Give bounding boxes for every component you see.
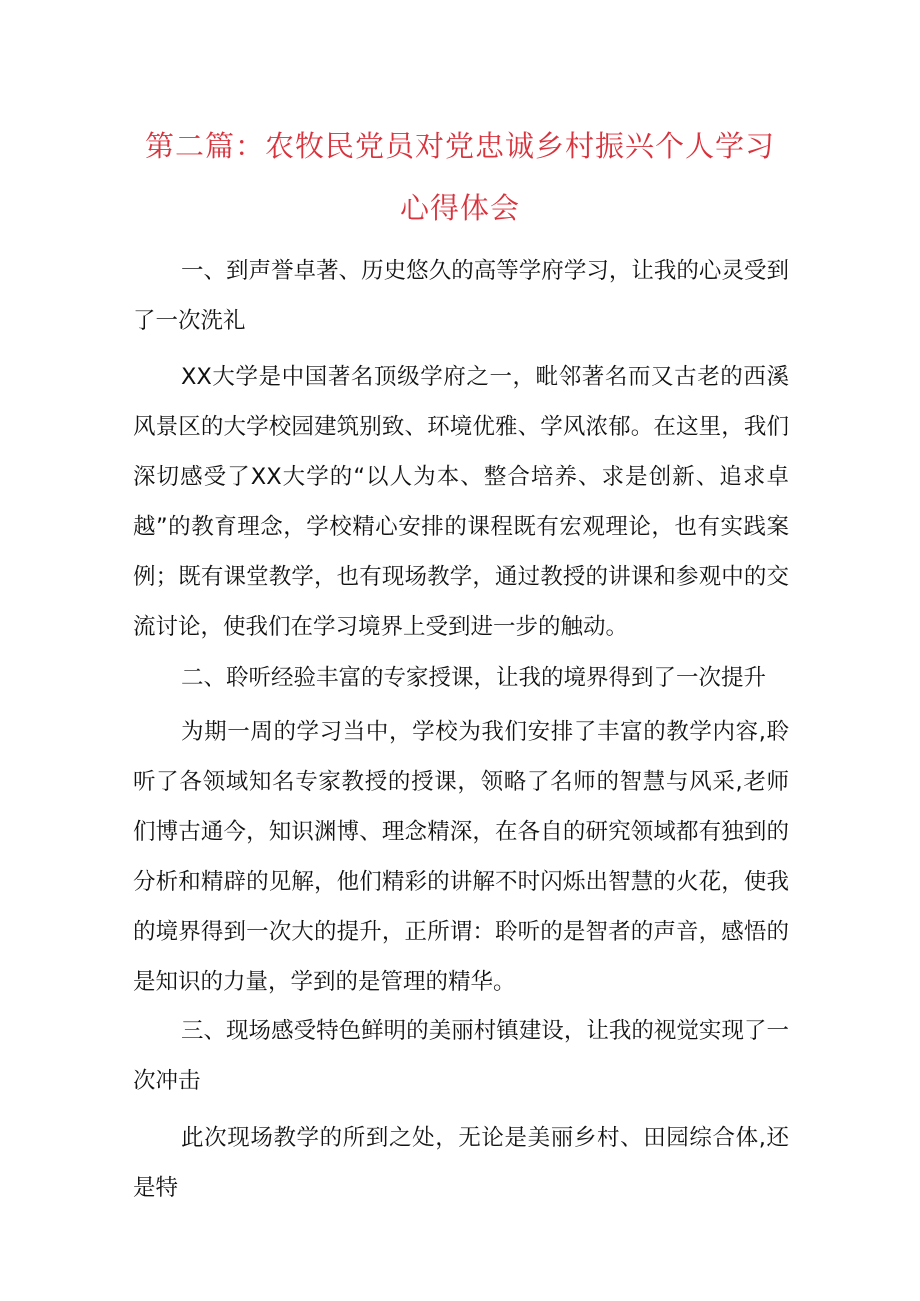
section-heading-2: 二、聆听经验丰富的专家授课，让我的境界得到了一次提升 <box>181 665 767 691</box>
section-heading-3: 三、现场感受特色鲜明的美丽村镇建设，让我的视觉实现了一次冲击 <box>133 1018 789 1094</box>
body-paragraph-1: XX大学是中国著名顶级学府之一，毗邻著名而又古老的西溪风景区的大学校园建筑别致、环境优雅、学风浓郁。在这里，我们深切感受了XX大学的“以人为本、整合培养、求是创新、追求卓越”的教育理念，学校精心安排的课程既有宏观理论，也有实践案例；既有课堂教学，也有现场教学，通过教授的讲课和参观中的交流讨论，使我们在学习境界上受到进一步的触动。 <box>133 364 789 640</box>
body-paragraph-3: 此次现场教学的所到之处，无论是美丽乡村、田园综合体,还是特 <box>133 1125 789 1201</box>
section-heading-1: 一、到声誉卓著、历史悠久的高等学府学习，让我的心灵受到了一次洗礼 <box>133 258 789 334</box>
document-title-line-1: 第二篇：农牧民党员对党忠诚乡村振兴个人学习 <box>144 129 775 163</box>
document-title-line-2: 心得体会 <box>399 191 520 225</box>
body-paragraph-2: 为期一周的学习当中，学校为我们安排了丰富的教学内容,聆听了各领域知名专家教授的授课，领略了名师的智慧与风采,老师们博古通今，知识渊博、理念精深，在各自的研究领域都有独到的分析和精辟的见解，他们精彩的讲解不时闪烁出智慧的火花，使我的境界得到一次大的提升，正所谓：聆听的是智者的声音，感悟的是知识的力量，学到的是管理的精华。 <box>133 719 789 995</box>
